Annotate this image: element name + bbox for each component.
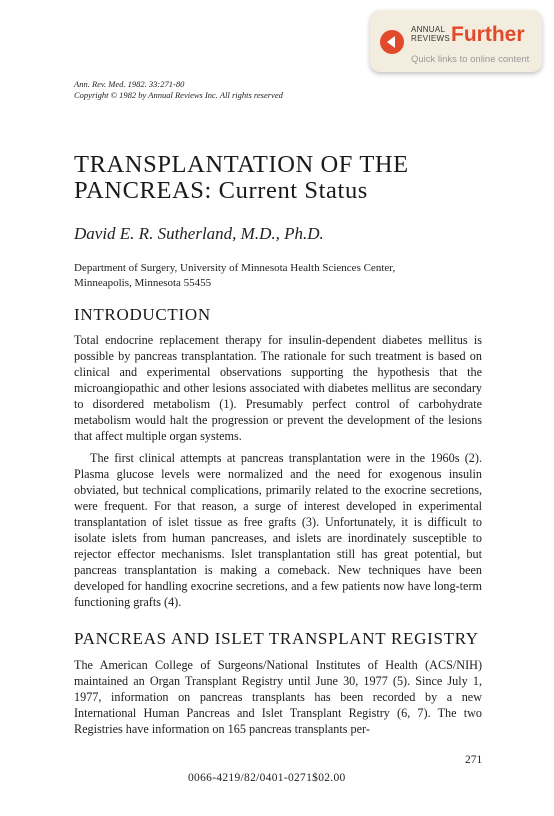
registry-paragraph-1: The American College of Surgeons/National Institutes of Health (ACS/NIH) maintained an Organ Transplant Registry until June 30, 1977 (5). Since July 1, 1977, information on pancreas transplants has been recorded by a new International Human Pancreas and Islet Transplant Registry (6, 7). The two Registries have information on 165 pancreas transplants per- xyxy=(74,658,482,736)
citation-line: Ann. Rev. Med. 1982. 33:271-80 xyxy=(74,79,185,89)
title-line-2: PANCREAS: Current Status xyxy=(74,177,368,204)
copyright-line: Copyright © 1982 by Annual Reviews Inc. All rights reserved xyxy=(74,89,283,100)
further-wordmark: Further xyxy=(451,23,525,46)
registry-heading: PANCREAS AND ISLET TRANSPLANT REGISTRY xyxy=(74,629,479,648)
journal-citation xyxy=(74,79,283,100)
play-arrow-icon xyxy=(380,30,404,54)
introduction-paragraph-1: Total endocrine replacement therapy for insulin-dependent diabetes mellitus is possible by pancreas transplantation. The rationale for such treatment is based on clinical and experimental observations supporting the hypothesis that the microangiopathic and other lesions associated with diabetes mellitus are secondary to disordered metabolism (1). Presumably perfect control of carbohydrate metabolism would halt the progression or prevent the development of the lesions that affect multiple organ systems. xyxy=(74,333,482,443)
annual-reviews-further-badge[interactable] xyxy=(370,10,542,72)
article-title xyxy=(74,152,409,204)
author-name: David E. R. Sutherland, M.D., Ph.D. xyxy=(74,224,324,243)
annual-reviews-logo-text: ANNUAL REVIEWS xyxy=(411,25,450,43)
title-line-1: TRANSPLANTATION OF THE xyxy=(74,151,409,178)
page-number: 271 xyxy=(465,754,483,766)
introduction-paragraph-2: The first clinical attempts at pancreas transplantation were in the 1960s (2). Plasma glucose levels were normalized and the need for exogenous insulin obviated, but technical complications, primarily related to the exocrine secretions, were frequent. For that reason, a surge of interest developed in experimental transplantation of islet tissue as free grafts (3). Unfortunately, it is difficult to isolate islets from human pancreases, and islets are inordinately susceptible to rejector effector mechanisms. Islet transplantation still has great potential, but pancreas transplantation is making a comeback. New techniques have been developed for handling exocrine secretions, and a few patients now have long-term functioning grafts (4). xyxy=(74,451,482,609)
author-affiliation: Department of Surgery, University of Minnesota Health Sciences Center, Minneapolis, Minnesota 55455 xyxy=(74,262,396,289)
further-tagline: Quick links to online content xyxy=(411,54,530,65)
introduction-heading: INTRODUCTION xyxy=(74,305,211,324)
footer-code: 0066-4219/82/0401-0271$02.00 xyxy=(188,772,346,784)
